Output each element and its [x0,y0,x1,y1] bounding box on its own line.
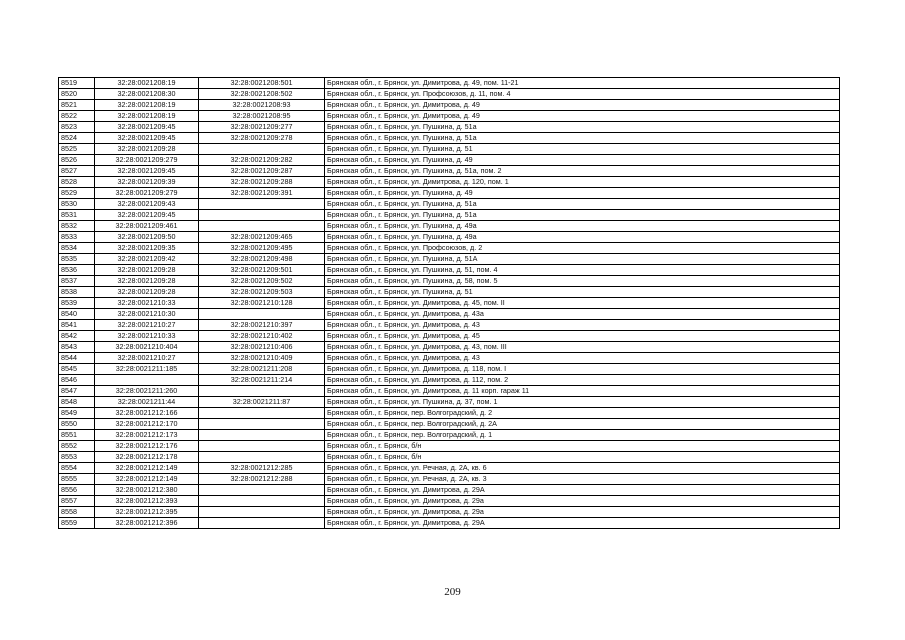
address-cell: Брянская обл., г. Брянск, ул. Димитрова, д. 29А [325,485,840,496]
table-row [59,111,840,122]
row-number-cell: 8555 [59,474,95,485]
row-number-cell: 8556 [59,485,95,496]
cadastral-number-cell: 32:28:0021209:28 [95,265,199,276]
row-number-cell: 8528 [59,177,95,188]
table-row [59,463,840,474]
row-number-cell: 8538 [59,287,95,298]
address-cell: Брянская обл., г. Брянск, ул. Димитрова, д. 49 [325,100,840,111]
address-cell: Брянская обл., г. Брянск, пер. Волгоградский, д. 2А [325,419,840,430]
cadastral-number-cell: 32:28:0021209:28 [95,144,199,155]
cadastral-number-cell: 32:28:0021212:396 [95,518,199,529]
object-cadastral-number-cell: 32:28:0021208:93 [199,100,325,111]
cadastral-number-cell: 32:28:0021210:27 [95,353,199,364]
address-cell: Брянская обл., г. Брянск, пер. Волгоградский, д. 1 [325,430,840,441]
cadastral-number-cell: 32:28:0021210:33 [95,298,199,309]
table-row [59,122,840,133]
object-cadastral-number-cell [199,199,325,210]
row-number-cell: 8524 [59,133,95,144]
table-row [59,144,840,155]
row-number-cell: 8547 [59,386,95,397]
table-row [59,188,840,199]
row-number-cell: 8543 [59,342,95,353]
address-cell: Брянская обл., г. Брянск, ул. Димитрова, д. 43, пом. III [325,342,840,353]
address-cell: Брянская обл., г. Брянск, б/н [325,452,840,463]
object-cadastral-number-cell: 32:28:0021210:402 [199,331,325,342]
address-cell: Брянская обл., г. Брянск, ул. Димитрова, д. 112, пом. 2 [325,375,840,386]
object-cadastral-number-cell: 32:28:0021209:282 [199,155,325,166]
row-number-cell: 8533 [59,232,95,243]
row-number-cell: 8550 [59,419,95,430]
object-cadastral-number-cell [199,408,325,419]
cadastral-number-cell: 32:28:0021212:380 [95,485,199,496]
address-cell: Брянская обл., г. Брянск, ул. Пушкина, д. 51А [325,254,840,265]
table-row [59,496,840,507]
address-cell: Брянская обл., г. Брянск, ул. Димитрова, д. 49, пом. 11-21 [325,78,840,89]
object-cadastral-number-cell: 32:28:0021209:465 [199,232,325,243]
row-number-cell: 8549 [59,408,95,419]
row-number-cell: 8519 [59,78,95,89]
address-cell: Брянская обл., г. Брянск, ул. Пушкина, д. 51а [325,122,840,133]
row-number-cell: 8559 [59,518,95,529]
cadastral-number-cell: 32:28:0021209:279 [95,155,199,166]
row-number-cell: 8520 [59,89,95,100]
cadastral-number-cell: 32:28:0021211:185 [95,364,199,375]
object-cadastral-number-cell: 32:28:0021209:391 [199,188,325,199]
address-cell: Брянская обл., г. Брянск, ул. Пушкина, д. 51а [325,210,840,221]
cadastral-number-cell: 32:28:0021209:28 [95,276,199,287]
address-cell: Брянская обл., г. Брянск, пер. Волгоградский, д. 2 [325,408,840,419]
cadastral-number-cell: 32:28:0021209:42 [95,254,199,265]
object-cadastral-number-cell [199,210,325,221]
registry-table-body [59,78,840,529]
table-row [59,199,840,210]
address-cell: Брянская обл., г. Брянск, ул. Димитрова, д. 49 [325,111,840,122]
table-row [59,507,840,518]
cadastral-number-cell: 32:28:0021209:35 [95,243,199,254]
row-number-cell: 8540 [59,309,95,320]
object-cadastral-number-cell: 32:28:0021209:287 [199,166,325,177]
table-row [59,309,840,320]
cadastral-number-cell: 32:28:0021209:279 [95,188,199,199]
object-cadastral-number-cell [199,452,325,463]
cadastral-number-cell: 32:28:0021208:30 [95,89,199,100]
table-row [59,408,840,419]
cadastral-number-cell: 32:28:0021210:30 [95,309,199,320]
row-number-cell: 8544 [59,353,95,364]
cadastral-number-cell: 32:28:0021209:45 [95,166,199,177]
object-cadastral-number-cell: 32:28:0021209:502 [199,276,325,287]
object-cadastral-number-cell [199,485,325,496]
row-number-cell: 8552 [59,441,95,452]
object-cadastral-number-cell: 32:28:0021208:501 [199,78,325,89]
address-cell: Брянская обл., г. Брянск, ул. Димитрова, д. 118, пом. I [325,364,840,375]
cadastral-number-cell: 32:28:0021209:45 [95,122,199,133]
row-number-cell: 8535 [59,254,95,265]
cadastral-number-cell: 32:28:0021212:166 [95,408,199,419]
cadastral-number-cell: 32:28:0021209:43 [95,199,199,210]
table-row [59,452,840,463]
object-cadastral-number-cell: 32:28:0021208:95 [199,111,325,122]
object-cadastral-number-cell: 32:28:0021209:288 [199,177,325,188]
table-row [59,353,840,364]
row-number-cell: 8530 [59,199,95,210]
table-row [59,254,840,265]
row-number-cell: 8522 [59,111,95,122]
object-cadastral-number-cell: 32:28:0021210:409 [199,353,325,364]
cadastral-number-cell: 32:28:0021211:260 [95,386,199,397]
address-cell: Брянская обл., г. Брянск, ул. Димитрова, д. 29а [325,496,840,507]
cadastral-number-cell: 32:28:0021212:395 [95,507,199,518]
address-cell: Брянская обл., г. Брянск, ул. Профсоюзов, д. 2 [325,243,840,254]
registry-table [58,77,840,529]
row-number-cell: 8531 [59,210,95,221]
object-cadastral-number-cell: 32:28:0021210:406 [199,342,325,353]
row-number-cell: 8527 [59,166,95,177]
cadastral-number-cell: 32:28:0021212:170 [95,419,199,430]
row-number-cell: 8548 [59,397,95,408]
table-row [59,485,840,496]
object-cadastral-number-cell [199,419,325,430]
row-number-cell: 8523 [59,122,95,133]
table-row [59,397,840,408]
table-row [59,375,840,386]
object-cadastral-number-cell: 32:28:0021211:214 [199,375,325,386]
row-number-cell: 8532 [59,221,95,232]
object-cadastral-number-cell: 32:28:0021210:397 [199,320,325,331]
table-row [59,518,840,529]
address-cell: Брянская обл., г. Брянск, ул. Димитрова, д. 11 корп. гараж 11 [325,386,840,397]
object-cadastral-number-cell: 32:28:0021212:285 [199,463,325,474]
table-row [59,276,840,287]
table-row [59,166,840,177]
row-number-cell: 8551 [59,430,95,441]
address-cell: Брянская обл., г. Брянск, ул. Пушкина, д. 51 [325,287,840,298]
row-number-cell: 8553 [59,452,95,463]
address-cell: Брянская обл., г. Брянск, ул. Пушкина, д. 58, пом. 5 [325,276,840,287]
address-cell: Брянская обл., г. Брянск, ул. Димитрова, д. 120, пом. 1 [325,177,840,188]
cadastral-number-cell: 32:28:0021212:173 [95,430,199,441]
cadastral-number-cell: 32:28:0021212:178 [95,452,199,463]
object-cadastral-number-cell: 32:28:0021209:278 [199,133,325,144]
row-number-cell: 8558 [59,507,95,518]
object-cadastral-number-cell [199,144,325,155]
address-cell: Брянская обл., г. Брянск, ул. Пушкина, д. 49а [325,232,840,243]
address-cell: Брянская обл., г. Брянск, ул. Пушкина, д. 49 [325,155,840,166]
cadastral-number-cell: 32:28:0021212:149 [95,463,199,474]
object-cadastral-number-cell: 32:28:0021209:501 [199,265,325,276]
object-cadastral-number-cell: 32:28:0021212:288 [199,474,325,485]
table-row [59,78,840,89]
table-row [59,364,840,375]
address-cell: Брянская обл., г. Брянск, ул. Пушкина, д. 51а [325,133,840,144]
table-row [59,474,840,485]
row-number-cell: 8545 [59,364,95,375]
object-cadastral-number-cell: 32:28:0021209:277 [199,122,325,133]
row-number-cell: 8526 [59,155,95,166]
table-row [59,210,840,221]
cadastral-number-cell: 32:28:0021212:149 [95,474,199,485]
address-cell: Брянская обл., г. Брянск, ул. Димитрова, д. 45 [325,331,840,342]
object-cadastral-number-cell [199,496,325,507]
cadastral-number-cell: 32:28:0021209:39 [95,177,199,188]
cadastral-number-cell: 32:28:0021211:44 [95,397,199,408]
table-row [59,177,840,188]
address-cell: Брянская обл., г. Брянск, ул. Пушкина, д. 51, пом. 4 [325,265,840,276]
address-cell: Брянская обл., г. Брянск, ул. Пушкина, д. 51 [325,144,840,155]
row-number-cell: 8557 [59,496,95,507]
table-row [59,298,840,309]
cadastral-number-cell: 32:28:0021212:393 [95,496,199,507]
object-cadastral-number-cell: 32:28:0021210:128 [199,298,325,309]
object-cadastral-number-cell: 32:28:0021211:87 [199,397,325,408]
object-cadastral-number-cell: 32:28:0021209:503 [199,287,325,298]
object-cadastral-number-cell [199,309,325,320]
row-number-cell: 8542 [59,331,95,342]
table-row [59,386,840,397]
row-number-cell: 8521 [59,100,95,111]
object-cadastral-number-cell: 32:28:0021211:208 [199,364,325,375]
table-row [59,287,840,298]
row-number-cell: 8525 [59,144,95,155]
address-cell: Брянская обл., г. Брянск, ул. Профсоюзов, д. 11, пом. 4 [325,89,840,100]
table-row [59,265,840,276]
object-cadastral-number-cell: 32:28:0021208:502 [199,89,325,100]
table-row [59,243,840,254]
table-row [59,419,840,430]
table-row [59,100,840,111]
object-cadastral-number-cell [199,441,325,452]
address-cell: Брянская обл., г. Брянск, ул. Пушкина, д. 51а [325,199,840,210]
page-number: 209 [444,586,461,598]
row-number-cell: 8539 [59,298,95,309]
object-cadastral-number-cell: 32:28:0021209:495 [199,243,325,254]
address-cell: Брянская обл., г. Брянск, б/н [325,441,840,452]
row-number-cell: 8534 [59,243,95,254]
table-row [59,155,840,166]
table-row [59,221,840,232]
cadastral-number-cell: 32:28:0021208:19 [95,111,199,122]
cadastral-number-cell [95,375,199,386]
row-number-cell: 8554 [59,463,95,474]
address-cell: Брянская обл., г. Брянск, ул. Пушкина, д. 37, пом. 1 [325,397,840,408]
object-cadastral-number-cell [199,507,325,518]
address-cell: Брянская обл., г. Брянск, ул. Димитрова, д. 43 [325,320,840,331]
table-row [59,430,840,441]
object-cadastral-number-cell: 32:28:0021209:498 [199,254,325,265]
cadastral-number-cell: 32:28:0021208:19 [95,78,199,89]
cadastral-number-cell: 32:28:0021209:50 [95,232,199,243]
address-cell: Брянская обл., г. Брянск, ул. Пушкина, д. 49 [325,188,840,199]
address-cell: Брянская обл., г. Брянск, ул. Пушкина, д. 49а [325,221,840,232]
row-number-cell: 8546 [59,375,95,386]
cadastral-number-cell: 32:28:0021212:176 [95,441,199,452]
row-number-cell: 8536 [59,265,95,276]
table-row [59,441,840,452]
cadastral-number-cell: 32:28:0021209:461 [95,221,199,232]
row-number-cell: 8541 [59,320,95,331]
table-row [59,320,840,331]
cadastral-number-cell: 32:28:0021209:45 [95,210,199,221]
address-cell: Брянская обл., г. Брянск, ул. Димитрова, д. 45, пом. II [325,298,840,309]
address-cell: Брянская обл., г. Брянск, ул. Речная, д. 2А, кв. 3 [325,474,840,485]
table-row [59,133,840,144]
address-cell: Брянская обл., г. Брянск, ул. Димитрова, д. 29а [325,507,840,518]
address-cell: Брянская обл., г. Брянск, ул. Димитрова, д. 29А [325,518,840,529]
table-row [59,89,840,100]
row-number-cell: 8537 [59,276,95,287]
object-cadastral-number-cell [199,221,325,232]
table-row [59,232,840,243]
cadastral-number-cell: 32:28:0021210:404 [95,342,199,353]
cadastral-number-cell: 32:28:0021210:33 [95,331,199,342]
table-row [59,342,840,353]
address-cell: Брянская обл., г. Брянск, ул. Речная, д. 2А, кв. 6 [325,463,840,474]
cadastral-number-cell: 32:28:0021208:19 [95,100,199,111]
cadastral-number-cell: 32:28:0021210:27 [95,320,199,331]
object-cadastral-number-cell [199,430,325,441]
address-cell: Брянская обл., г. Брянск, ул. Пушкина, д. 51а, пом. 2 [325,166,840,177]
cadastral-number-cell: 32:28:0021209:28 [95,287,199,298]
row-number-cell: 8529 [59,188,95,199]
cadastral-number-cell: 32:28:0021209:45 [95,133,199,144]
object-cadastral-number-cell [199,518,325,529]
address-cell: Брянская обл., г. Брянск, ул. Димитрова, д. 43а [325,309,840,320]
table-row [59,331,840,342]
object-cadastral-number-cell [199,386,325,397]
address-cell: Брянская обл., г. Брянск, ул. Димитрова, д. 43 [325,353,840,364]
